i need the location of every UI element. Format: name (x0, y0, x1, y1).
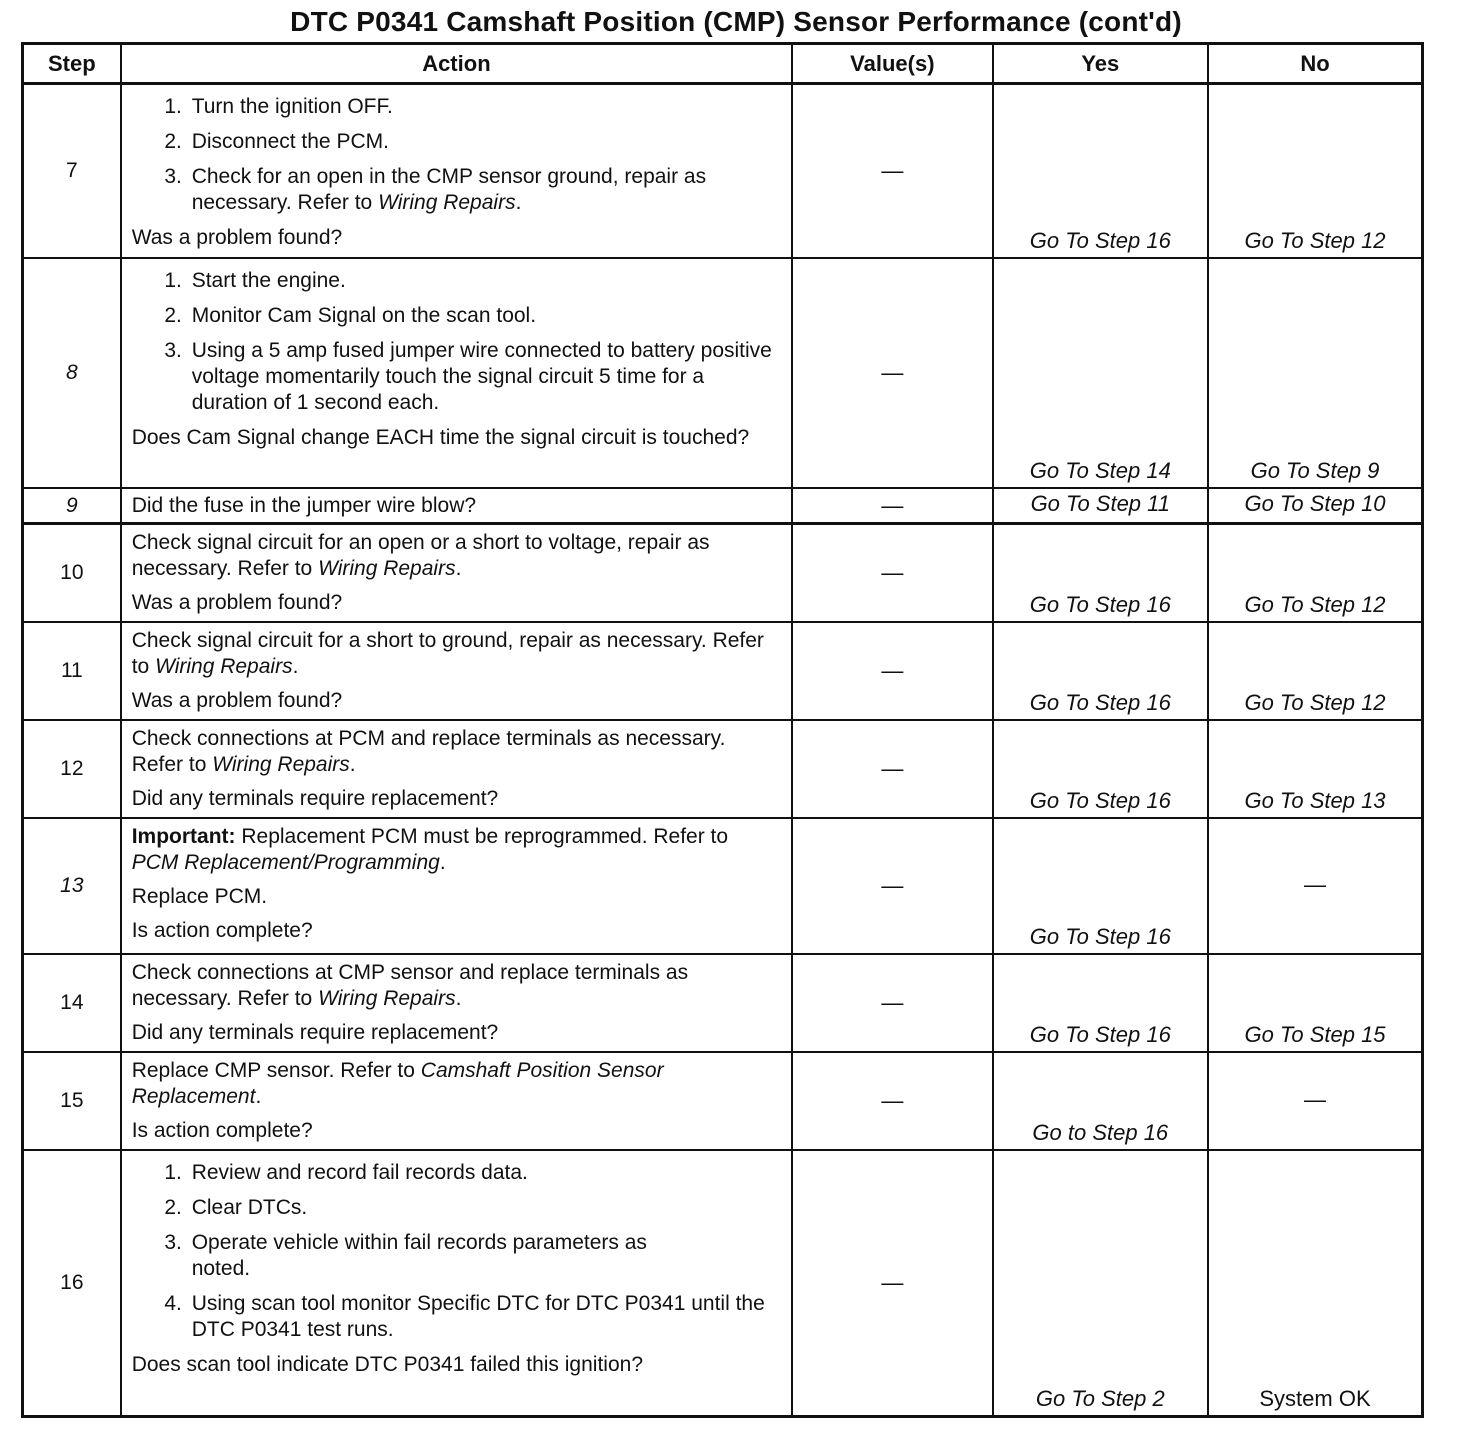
question: Was a problem found? (131, 226, 343, 249)
yes-outcome: Go To Step 2 (993, 1150, 1208, 1416)
step-number: 9 (23, 488, 121, 524)
value-cell: — (792, 1150, 992, 1416)
action-text-body: Check signal circuit for a short to ground, repair as necessary. Refer to (131, 628, 764, 678)
header-action: Action (121, 44, 792, 84)
action-step: 3. Using a 5 amp fused jumper wire connected to battery positive voltage momentarily touch the signal circuit 5 time for a duration of 1 second each. (188, 338, 779, 416)
question: Did the fuse in the jumper wire blow? (131, 493, 477, 517)
question: Does Cam Signal change EACH time the signal circuit is touched? (131, 425, 750, 449)
value-cell: — (792, 818, 992, 954)
question: Is action complete? (131, 1119, 313, 1143)
table-row (23, 258, 1423, 488)
question: Does scan tool indicate DTC P0341 failed this ignition? (131, 1353, 643, 1377)
value-cell: — (792, 84, 992, 258)
no-outcome: Go To Step 9 (1208, 258, 1422, 488)
action-cell (121, 622, 792, 720)
header-yes: Yes (993, 44, 1208, 84)
action-text: Check signal circuit for a short to ground, repair as necessary. Refer to Wiring Repairs. (131, 628, 764, 678)
action-steps (132, 268, 779, 416)
yes-outcome: Go To Step 16 (993, 622, 1208, 720)
action-text: Check signal circuit for an open or a short to voltage, repair as necessary. Refer to Wiring Repairs. (131, 531, 710, 581)
step-number: 10 (23, 524, 121, 622)
step-number: 8 (23, 258, 121, 488)
action-cell (121, 954, 792, 1052)
action-text-body: Check connections at CMP sensor and replace terminals as necessary. Refer to (131, 961, 689, 1011)
step-number: 11 (23, 622, 121, 720)
table-row (23, 84, 1423, 258)
action-text: Replace PCM. (131, 885, 268, 908)
action-text-body: Check signal circuit for an open or a short to voltage, repair as necessary. Refer to (131, 531, 710, 581)
value-cell: — (792, 954, 992, 1052)
action-step: 2. Monitor Cam Signal on the scan tool. (188, 303, 779, 329)
action-cell (121, 1150, 792, 1416)
action-cell (121, 488, 792, 524)
no-outcome: Go To Step 12 (1208, 84, 1422, 258)
step-number: 12 (23, 720, 121, 818)
value-cell: — (792, 1052, 992, 1150)
action-cell (121, 524, 792, 622)
step-number: 7 (23, 84, 121, 258)
page-title: DTC P0341 Camshaft Position (CMP) Sensor Performance (cont'd) (290, 6, 1182, 37)
no-outcome: System OK (1208, 1150, 1422, 1416)
action-cell (121, 258, 792, 488)
value-cell: — (792, 524, 992, 622)
table-row (23, 622, 1423, 720)
no-outcome: — (1208, 818, 1422, 954)
table-row (23, 818, 1423, 954)
diagnostic-table (21, 42, 1424, 1418)
header-values: Value(s) (792, 44, 992, 84)
action-cell (121, 84, 792, 258)
step-number: 16 (23, 1150, 121, 1416)
yes-outcome: Go To Step 14 (993, 258, 1208, 488)
header-step: Step (23, 44, 121, 84)
action-cell (121, 1052, 792, 1150)
important-text: Replacement PCM must be reprogrammed. Refer to (235, 825, 729, 848)
no-outcome: Go To Step 10 (1208, 488, 1422, 524)
no-outcome: Go To Step 12 (1208, 622, 1422, 720)
header-row (23, 44, 1423, 84)
reference-link: Camshaft Position Sensor Replacement (131, 1059, 664, 1109)
reference-link: Wiring Repairs (378, 191, 516, 214)
action-steps (132, 94, 779, 216)
no-outcome: Go To Step 13 (1208, 720, 1422, 818)
action-step: 1. Start the engine. (188, 268, 779, 294)
yes-outcome: Go To Step 16 (993, 818, 1208, 954)
action-step: 2. Disconnect the PCM. (188, 129, 779, 155)
reference-link: Wiring Repairs (212, 752, 350, 776)
yes-outcome: Go To Step 16 (993, 720, 1208, 818)
action-step: 3. Operate vehicle within fail records parameters as noted. (188, 1230, 779, 1282)
important-note: Important: Replacement PCM must be reprogrammed. Refer to PCM Replacement/Programming. (131, 825, 729, 874)
action-step: 1. Turn the ignition OFF. (188, 94, 779, 120)
yes-outcome: Go To Step 16 (993, 954, 1208, 1052)
value-cell: — (792, 488, 992, 524)
yes-outcome: Go To Step 11 (993, 488, 1208, 524)
action-step: 2. Clear DTCs. (188, 1195, 779, 1221)
table-row (23, 1052, 1423, 1150)
no-outcome: Go To Step 15 (1208, 954, 1422, 1052)
action-text-body: Check connections at PCM and replace terminals as necessary. Refer to (131, 726, 726, 776)
table-row (23, 1150, 1423, 1416)
action-step: 3. Check for an open in the CMP sensor ground, repair as necessary. Refer to Wiring Repairs. (188, 164, 779, 216)
action-cell (121, 818, 792, 954)
step-number: 13 (23, 818, 121, 954)
no-outcome: Go To Step 12 (1208, 524, 1422, 622)
question: Did any terminals require replacement? (131, 786, 499, 810)
step-number: 14 (23, 954, 121, 1052)
header-no: No (1208, 44, 1422, 84)
action-steps (132, 1160, 779, 1343)
yes-outcome: Go To Step 16 (993, 84, 1208, 258)
question: Did any terminals require replacement? (131, 1021, 499, 1045)
important-label: Important: (131, 825, 236, 848)
question: Is action complete? (131, 919, 313, 942)
value-cell: — (792, 258, 992, 488)
action-step: 4. Using scan tool monitor Specific DTC for DTC P0341 until the DTC P0341 test runs. (188, 1291, 779, 1343)
action-step: 1. Review and record fail records data. (188, 1160, 779, 1186)
step-number: 15 (23, 1052, 121, 1150)
action-cell (121, 720, 792, 818)
table-row (23, 524, 1423, 622)
table-row (23, 720, 1423, 818)
reference-link: Wiring Repairs (318, 557, 456, 581)
action-text: Check connections at PCM and replace terminals as necessary. Refer to Wiring Repairs. (131, 726, 726, 776)
question: Was a problem found? (131, 591, 343, 615)
value-cell: — (792, 720, 992, 818)
table-row (23, 488, 1423, 524)
reference-link: Wiring Repairs (318, 987, 456, 1011)
value-cell: — (792, 622, 992, 720)
yes-outcome: Go to Step 16 (993, 1052, 1208, 1150)
action-step-text: Check for an open in the CMP sensor ground, repair as necessary. Refer to (191, 165, 707, 214)
action-text: Check connections at CMP sensor and replace terminals as necessary. Refer to Wiring Repairs. (131, 961, 689, 1011)
yes-outcome: Go To Step 16 (993, 524, 1208, 622)
action-text: Replace CMP sensor. Refer to Camshaft Position Sensor Replacement. (131, 1059, 664, 1109)
reference-link: PCM Replacement/Programming (131, 851, 440, 874)
question: Was a problem found? (131, 688, 343, 712)
reference-link: Wiring Repairs (155, 654, 293, 678)
action-text-body: Replace CMP sensor. Refer to (131, 1059, 421, 1083)
no-outcome: — (1208, 1052, 1422, 1150)
table-row (23, 954, 1423, 1052)
